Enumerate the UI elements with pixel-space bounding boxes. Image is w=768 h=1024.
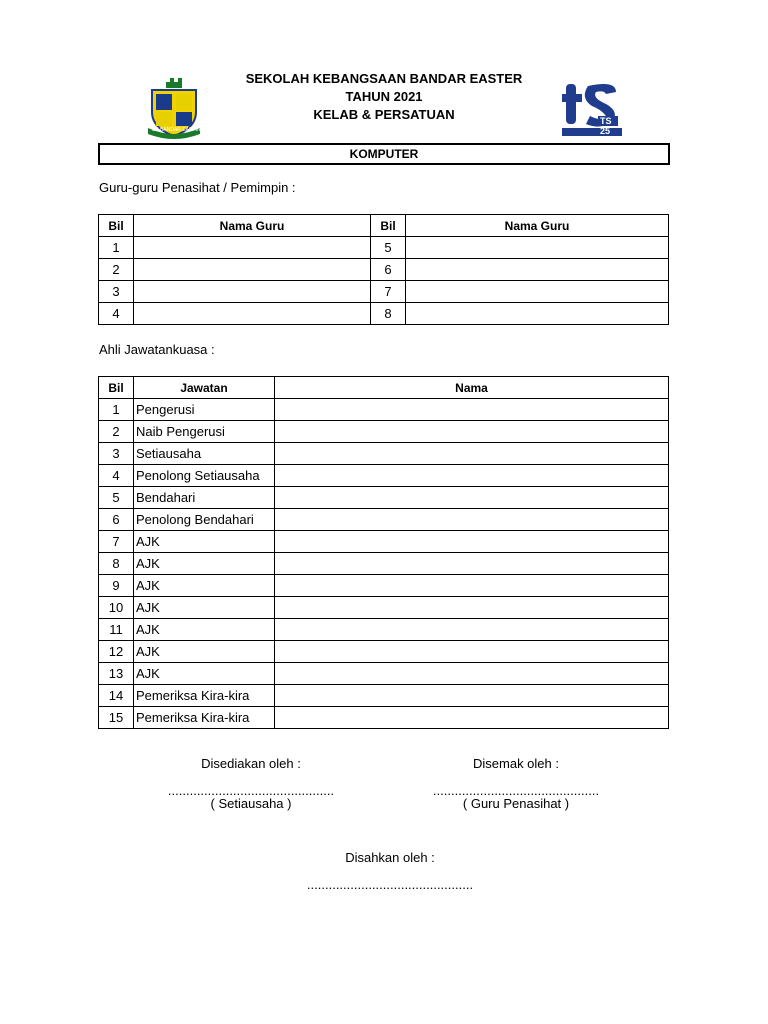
prepared-role: ( Setiausaha ) [210,796,292,811]
checked-signature-line[interactable]: .............................................. [432,783,600,798]
table-row [99,421,669,443]
col-jawatan: Jawatan [134,377,275,399]
approved-label: Disahkan oleh : [345,850,435,865]
name-cell[interactable] [275,421,669,443]
advisors-label: Guru-guru Penasihat / Pemimpin : [99,180,296,195]
bil-cell: 5 [371,237,406,259]
bil-cell: 15 [99,707,134,729]
table-header-row [99,215,669,237]
table-row [99,553,669,575]
table-row [99,399,669,421]
bil-cell: 9 [99,575,134,597]
name-cell[interactable] [275,575,669,597]
name-cell[interactable] [275,487,669,509]
col-bil: Bil [99,215,134,237]
bil-cell: 3 [99,281,134,303]
school-name: SEKOLAH KEBANGSAAN BANDAR EASTER [245,71,523,86]
checked-role: ( Guru Penasihat ) [462,796,570,811]
jawatan-cell: Bendahari [134,487,275,509]
jawatan-cell: Naib Pengerusi [134,421,275,443]
col-bil: Bil [99,377,134,399]
table-row [99,487,669,509]
table-row [99,303,669,325]
prepared-label: Disediakan oleh : [201,756,301,771]
bil-cell: 8 [371,303,406,325]
table-row [99,531,669,553]
bil-cell: 6 [99,509,134,531]
bil-cell: 12 [99,641,134,663]
name-cell[interactable] [134,281,371,303]
col-bil: Bil [371,215,406,237]
name-cell[interactable] [134,237,371,259]
bil-cell: 1 [99,237,134,259]
jawatan-cell: AJK [134,619,275,641]
table-row [99,443,669,465]
name-cell[interactable] [406,259,669,281]
table-row [99,597,669,619]
committee-body [99,399,669,729]
ts25-number: TS 25 [600,116,612,136]
name-cell[interactable] [275,531,669,553]
year-line: TAHUN 2021 [345,89,423,104]
name-cell[interactable] [406,237,669,259]
table-row [99,281,669,303]
jawatan-cell: Penolong Bendahari [134,509,275,531]
name-cell[interactable] [134,303,371,325]
table-row [99,685,669,707]
table-header-row [99,377,669,399]
advisors-table [98,214,669,325]
prepared-signature-line[interactable]: .............................................. [167,783,335,798]
crest-banner-text: SK BANDAR EASTER [152,127,203,133]
committee-table [98,376,669,729]
jawatan-cell: AJK [134,531,275,553]
table-row [99,259,669,281]
name-cell[interactable] [406,281,669,303]
col-nama: Nama [275,377,669,399]
table-row [99,641,669,663]
table-row [99,663,669,685]
ts25-logo-icon [562,80,622,138]
bil-cell: 4 [99,303,134,325]
section-line: KELAB & PERSATUAN [313,107,455,122]
bil-cell: 2 [99,259,134,281]
bil-cell: 8 [99,553,134,575]
table-row [99,619,669,641]
checked-label: Disemak oleh : [473,756,559,771]
jawatan-cell: AJK [134,575,275,597]
name-cell[interactable] [275,597,669,619]
name-cell[interactable] [406,303,669,325]
table-row [99,707,669,729]
jawatan-cell: AJK [134,641,275,663]
jawatan-cell: Pemeriksa Kira-kira [134,685,275,707]
name-cell[interactable] [134,259,371,281]
jawatan-cell: Penolong Setiausaha [134,465,275,487]
jawatan-cell: Pengerusi [134,399,275,421]
name-cell[interactable] [275,443,669,465]
name-cell[interactable] [275,465,669,487]
table-row [99,465,669,487]
name-cell[interactable] [275,685,669,707]
name-cell[interactable] [275,707,669,729]
bil-cell: 5 [99,487,134,509]
jawatan-cell: Setiausaha [134,443,275,465]
bil-cell: 11 [99,619,134,641]
bil-cell: 1 [99,399,134,421]
bil-cell: 6 [371,259,406,281]
committee-label: Ahli Jawatankuasa : [99,342,215,357]
table-row [99,509,669,531]
approved-signature-line[interactable]: .............................................. [306,877,474,892]
bil-cell: 7 [99,531,134,553]
bil-cell: 7 [371,281,406,303]
bil-cell: 13 [99,663,134,685]
name-cell[interactable] [275,663,669,685]
club-title: KOMPUTER [98,143,670,165]
bil-cell: 14 [99,685,134,707]
bil-cell: 4 [99,465,134,487]
table-row [99,575,669,597]
jawatan-cell: AJK [134,597,275,619]
school-crest-icon [146,78,202,140]
table-row [99,237,669,259]
jawatan-cell: AJK [134,553,275,575]
name-cell[interactable] [275,619,669,641]
name-cell[interactable] [275,641,669,663]
bil-cell: 3 [99,443,134,465]
name-cell[interactable] [275,509,669,531]
bil-cell: 10 [99,597,134,619]
col-nama-guru: Nama Guru [134,215,371,237]
jawatan-cell: AJK [134,663,275,685]
col-nama-guru: Nama Guru [406,215,669,237]
jawatan-cell: Pemeriksa Kira-kira [134,707,275,729]
bil-cell: 2 [99,421,134,443]
name-cell[interactable] [275,553,669,575]
name-cell[interactable] [275,399,669,421]
